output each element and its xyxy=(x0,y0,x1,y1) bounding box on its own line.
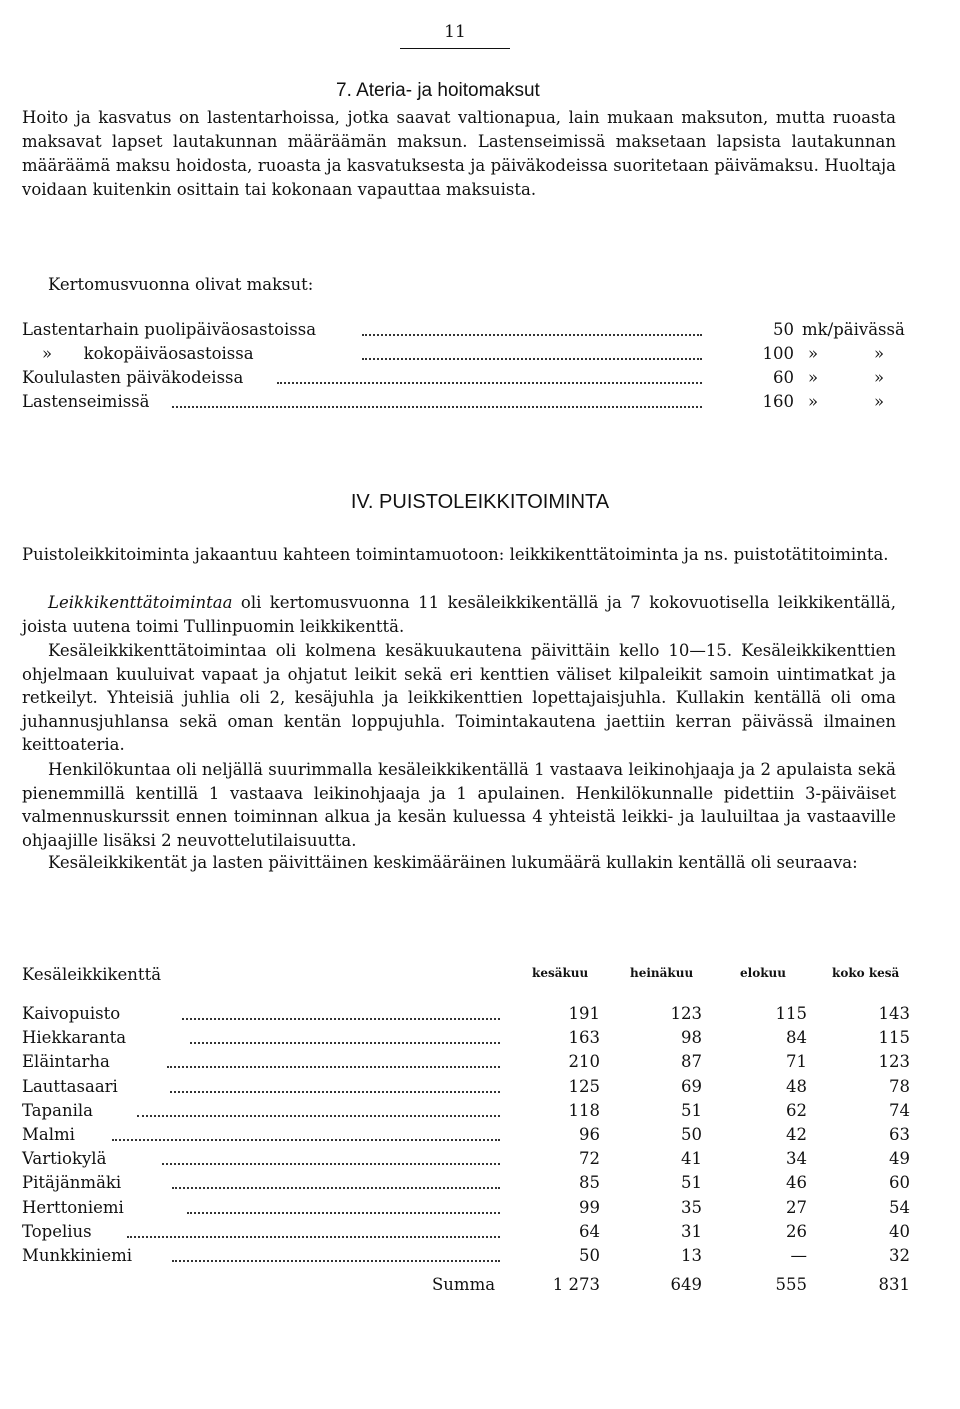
table-cell: 63 xyxy=(889,1125,910,1144)
total-cell: 1 273 xyxy=(552,1275,600,1294)
table-cell: 69 xyxy=(681,1076,702,1096)
table-row xyxy=(22,1100,910,1125)
table-row xyxy=(22,1125,910,1149)
leader-dots xyxy=(172,406,702,408)
fee-label: Lastentarhain puolipäiväosastoissa xyxy=(22,320,317,339)
table-row xyxy=(22,1197,910,1222)
table-cell: 40 xyxy=(889,1221,910,1241)
leader-dots xyxy=(170,1091,500,1093)
table-cell: 54 xyxy=(889,1197,910,1217)
total-label: Summa xyxy=(432,1275,496,1294)
fee-label: Koululasten päiväkodeissa xyxy=(22,368,244,387)
fee-unit-ditto: » xyxy=(873,392,885,411)
leader-dots xyxy=(182,1018,500,1020)
table-cell: 31 xyxy=(681,1221,702,1241)
table-cell: 85 xyxy=(579,1173,600,1193)
table-row xyxy=(22,1076,910,1101)
table-cell: 123 xyxy=(878,1052,910,1072)
table-cell: 60 xyxy=(889,1173,910,1193)
table-cell: 84 xyxy=(786,1028,807,1048)
total-cell: 555 xyxy=(775,1275,807,1294)
italic-term: Leikkikenttätoimintaa xyxy=(48,593,233,612)
fee-unit-ditto: » xyxy=(873,368,885,387)
body-paragraph: Puistoleikkitoiminta jakaantuu kahteen toimintamuotoon: leikkikenttätoiminta ja ns. puistotätitoiminta. xyxy=(22,545,889,564)
fee-amount: 100 xyxy=(762,344,794,363)
row-name: Herttoniemi xyxy=(22,1197,124,1217)
table-cell: 48 xyxy=(786,1076,807,1096)
column-header: koko kesä xyxy=(832,966,900,980)
table-cell: 13 xyxy=(681,1246,702,1265)
leader-dots xyxy=(187,1212,500,1214)
table-cell: 32 xyxy=(889,1246,910,1265)
fees-intro: Kertomusvuonna olivat maksut: xyxy=(48,275,314,294)
table-cell: 71 xyxy=(786,1052,807,1072)
table-cell: 96 xyxy=(579,1125,600,1144)
fee-row xyxy=(22,392,902,416)
fee-row xyxy=(22,344,902,368)
table-cell: — xyxy=(790,1246,807,1265)
column-header: heinäkuu xyxy=(630,966,694,980)
total-cell: 649 xyxy=(670,1275,702,1294)
row-name: Kaivopuisto xyxy=(22,1004,121,1023)
leader-dots xyxy=(362,358,702,360)
fee-unit-ditto: » xyxy=(807,368,819,387)
table-cell: 26 xyxy=(786,1221,807,1241)
page-number-rule xyxy=(400,48,510,49)
table-cell: 46 xyxy=(786,1173,807,1193)
body-paragraph: Kesäleikkikentät ja lasten päivittäinen keskimääräinen lukumäärä kullakin kentällä oli seuraava: xyxy=(48,853,858,872)
total-cell: 831 xyxy=(878,1275,910,1294)
table-row xyxy=(22,1004,910,1028)
page-number: 11 xyxy=(444,22,466,42)
table-cell: 191 xyxy=(568,1004,600,1023)
leader-dots xyxy=(112,1139,500,1141)
table-cell: 64 xyxy=(579,1221,600,1241)
fee-unit-ditto: » xyxy=(873,344,885,363)
table-row xyxy=(22,1246,910,1270)
column-header: kesäkuu xyxy=(532,966,589,980)
table-cell: 118 xyxy=(568,1100,600,1120)
leader-dots xyxy=(172,1260,500,1262)
fee-row xyxy=(22,320,905,344)
leader-dots xyxy=(190,1042,500,1044)
table-cell: 210 xyxy=(568,1052,600,1072)
row-name: Topelius xyxy=(22,1221,92,1241)
fee-amount: 160 xyxy=(762,392,794,411)
table-cell: 51 xyxy=(681,1100,702,1120)
table-cell: 98 xyxy=(681,1028,702,1048)
table-cell: 74 xyxy=(889,1100,910,1120)
leader-dots xyxy=(167,1066,500,1068)
table-cell: 50 xyxy=(579,1246,600,1265)
leader-dots xyxy=(277,382,702,384)
table-cell: 125 xyxy=(568,1076,600,1096)
fee-unit-ditto: » xyxy=(807,392,819,411)
table-cell: 115 xyxy=(878,1028,910,1048)
chapter-heading: IV. PUISTOLEIKKITOIMINTA xyxy=(350,491,610,513)
paragraph-text: oli kertomusvuonna 11 kesäleikkikentällä ja 7 kokovuotisella leikkikentällä, joista uutena toimi Tullinpuomin leikkikenttä. xyxy=(22,593,896,636)
fee-amount: 50 xyxy=(773,320,794,339)
row-name: Munkkiniemi xyxy=(22,1246,133,1265)
table-total-row xyxy=(22,1275,910,1299)
row-name: Eläintarha xyxy=(22,1052,110,1072)
section-heading: 7. Ateria- ja hoitomaksut xyxy=(336,80,540,101)
fee-row xyxy=(22,368,902,392)
leader-dots xyxy=(137,1115,500,1117)
table-cell: 123 xyxy=(670,1004,702,1023)
fees-paragraph: Hoito ja kasvatus on lastentarhoissa, jotka saavat valtionapua, lain mukaan maksuton, mutta ruoasta maksavat lapset lautakunnan määräämän maksun. Lastenseimissä maksetaan lapsista lautakunnan määräämä maksu hoidosta, ruoasta ja kasvatuksesta ja päiväkodeissa suoritetaan päivämaksu. Huoltaja voidaan kuitenkin osittain tai kokonaan vapauttaa maksuista. xyxy=(22,108,896,199)
table-row xyxy=(22,1221,910,1246)
row-name: Lauttasaari xyxy=(22,1076,118,1096)
row-name: Vartiokylä xyxy=(22,1149,107,1169)
table-cell: 62 xyxy=(786,1100,807,1120)
fee-unit-ditto: » xyxy=(807,344,819,363)
table-cell: 51 xyxy=(681,1173,702,1193)
fee-amount: 60 xyxy=(773,368,794,387)
fee-label: Lastenseimissä xyxy=(22,392,150,411)
row-name: Hiekkaranta xyxy=(22,1028,127,1048)
table-cell: 49 xyxy=(889,1149,910,1169)
table-cell: 87 xyxy=(681,1052,702,1072)
table-cell: 35 xyxy=(681,1197,702,1217)
leader-dots xyxy=(172,1187,500,1189)
table-cell: 34 xyxy=(786,1149,807,1169)
table-cell: 143 xyxy=(878,1004,910,1023)
table-row xyxy=(22,1052,910,1076)
body-paragraph: Henkilökuntaa oli neljällä suurimmalla kesäleikkikentällä 1 vastaava leikinohjaaja ja 2 apulaista sekä pienemmillä kentillä 1 vastaava leikinohjaaja ja 1 apulainen. Henkilökunnalle pidettiin 3-päiväiset valmennuskurssit ennen toiminnan alkua ja kesän kuluessa 4 yhteistä leikki- ja lauluiltaa ja vastaaville ohjaajille lisäksi 2 neuvottelutilaisuutta. xyxy=(22,760,896,850)
body-paragraph xyxy=(22,591,896,638)
table-cell: 163 xyxy=(568,1028,600,1048)
leader-dots xyxy=(162,1163,500,1165)
table-row xyxy=(22,1173,910,1197)
row-name: Pitäjänmäki xyxy=(22,1173,122,1193)
table-cell: 99 xyxy=(579,1197,600,1217)
leader-dots xyxy=(362,334,702,336)
table-row xyxy=(22,1149,910,1173)
table-label-header: Kesäleikkikenttä xyxy=(22,965,162,984)
row-name: Tapanila xyxy=(22,1100,93,1120)
fee-label: » kokopäiväosastoissa xyxy=(42,344,254,363)
row-name: Malmi xyxy=(22,1125,75,1144)
table-cell: 78 xyxy=(889,1076,910,1096)
table-row xyxy=(22,1028,910,1052)
table-cell: 41 xyxy=(681,1149,702,1169)
table-cell: 42 xyxy=(786,1125,807,1144)
table-cell: 72 xyxy=(579,1149,600,1169)
leader-dots xyxy=(127,1236,500,1238)
table-cell: 27 xyxy=(786,1197,807,1217)
table-cell: 50 xyxy=(681,1125,702,1144)
column-header: elokuu xyxy=(740,966,786,980)
table-cell: 115 xyxy=(775,1004,807,1023)
fee-unit: mk/päivässä xyxy=(802,320,905,339)
body-paragraph: Kesäleikkikenttätoimintaa oli kolmena kesäkuukautena päivittäin kello 10—15. Kesäleikkikenttien ohjelmaan kuuluivat vapaat ja ohjatut leikit sekä eri kenttien väliset kilpaleikit samoin uintimatkat ja retkeilyt. Yhteisiä juhlia oli 2, kesäjuhla ja leikkikenttien lopettajaisjuhla. Kullakin kentällä oli oma juhannusjuhlansa sekä oman kentän loppujuhla. Toimintakautena jaettiin kerran päivässä ilmainen keittoateria. xyxy=(22,641,896,755)
